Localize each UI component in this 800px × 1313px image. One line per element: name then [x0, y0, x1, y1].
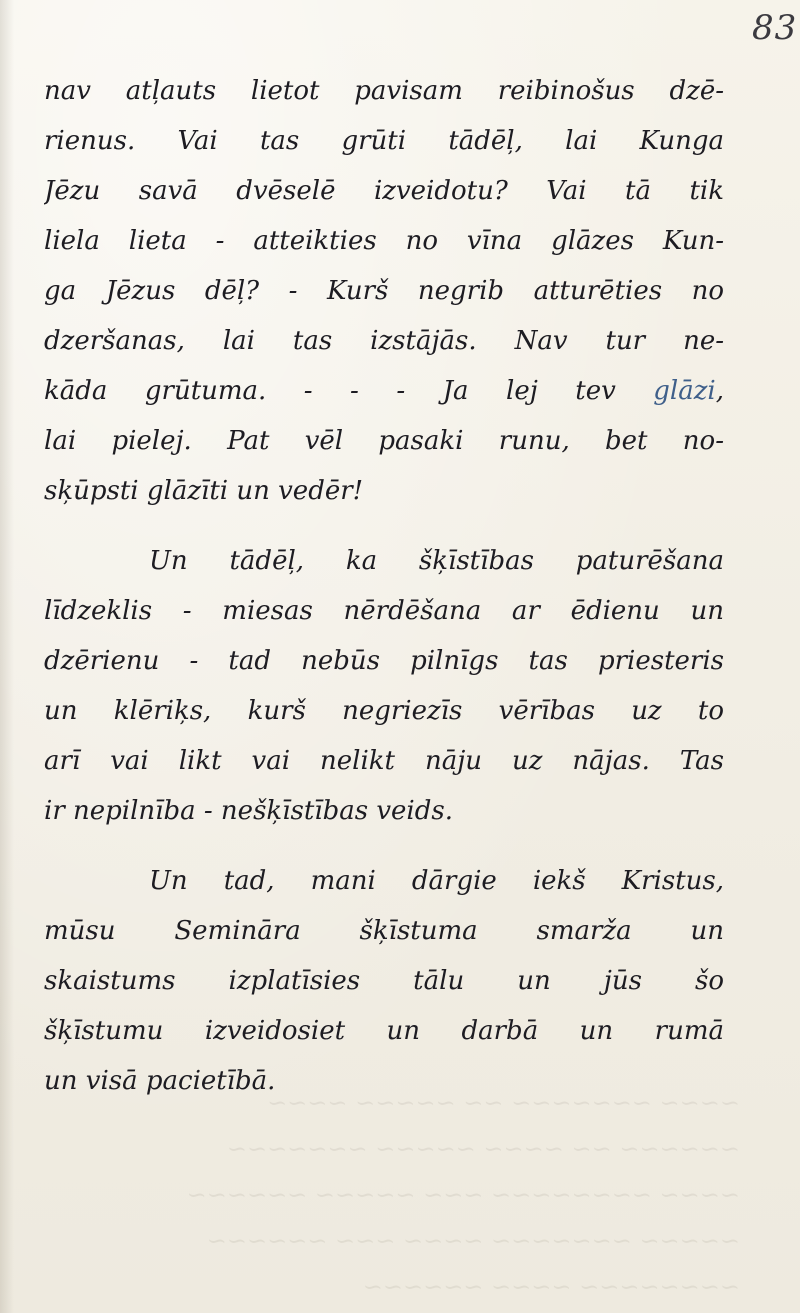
paragraph-3 — [44, 856, 724, 1106]
text-line: Jēzu savā dvēselē izveidotu? Vai tā tik — [44, 176, 724, 206]
handwritten-text-block — [44, 66, 724, 1106]
text-line: rienus. Vai tas grūti tādēļ, lai Kunga — [44, 126, 724, 156]
text-line: dzērienu - tad nebūs pilnīgs tas priesteris — [44, 646, 724, 676]
text-line: sķūpsti glāzīti un vedēr! — [44, 476, 364, 506]
text-line: ga Jēzus dēļ? - Kurš negrib atturēties no — [44, 276, 724, 306]
line-text-before-correction: kāda grūtuma. - - - Ja lej tev — [44, 376, 654, 406]
page-number: 83 — [752, 8, 798, 48]
text-line: un visā pacietībā. — [44, 1066, 276, 1096]
text-line: mūsu Semināra šķīstuma smarža un — [44, 916, 724, 946]
text-line: Un tādēļ, ka šķīstības paturēšana — [149, 546, 724, 576]
text-line: šķīstumu izveidosiet un darbā un rumā — [44, 1016, 724, 1046]
page-spine-shadow — [0, 0, 14, 1313]
text-line: arī vai likt vai nelikt nāju uz nājas. Tas — [44, 746, 724, 776]
reverse-side-bleed-through: ~~~~ ~~~~~~~ ~~ ~~~~~ ~~~~ ~~~~~~ ~~ ~~~~ ~~~~~ ~~~~~~~ ~~~~ ~~~~~~~~ ~~~ ~~~~~ ~~~~~~ ~~~~~ ~~~~~~~ ~~~~ ~~~ ~~~~~~ ~~~~~~~~ ~~~~ ~~~~~~ — [186, 1089, 740, 1301]
text-line: ir nepilnība - nešķīstības veids. — [44, 796, 453, 826]
blue-ink-correction: glāzi — [653, 376, 716, 406]
text-line: lai pielej. Pat vēl pasaki runu, bet no- — [44, 426, 724, 456]
text-line: liela lieta - atteikties no vīna glāzes Kun- — [44, 226, 724, 256]
text-line: nav atļauts lietot pavisam reibinošus dzē- — [44, 76, 724, 106]
paragraph-1 — [44, 66, 724, 516]
text-line: līdzeklis - miesas nērdēšana ar ēdienu un — [44, 596, 724, 626]
text-line: Un tad, mani dārgie iekš Kristus, — [149, 866, 724, 896]
text-line-with-correction — [44, 366, 724, 416]
text-line: dzeršanas, lai tas izstājās. Nav tur ne- — [44, 326, 724, 356]
paragraph-2 — [44, 536, 724, 836]
text-line: skaistums izplatīsies tālu un jūs šo — [44, 966, 724, 996]
text-line: un klēriķs, kurš negriezīs vērības uz to — [44, 696, 724, 726]
line-text-after-correction: , — [715, 376, 724, 406]
